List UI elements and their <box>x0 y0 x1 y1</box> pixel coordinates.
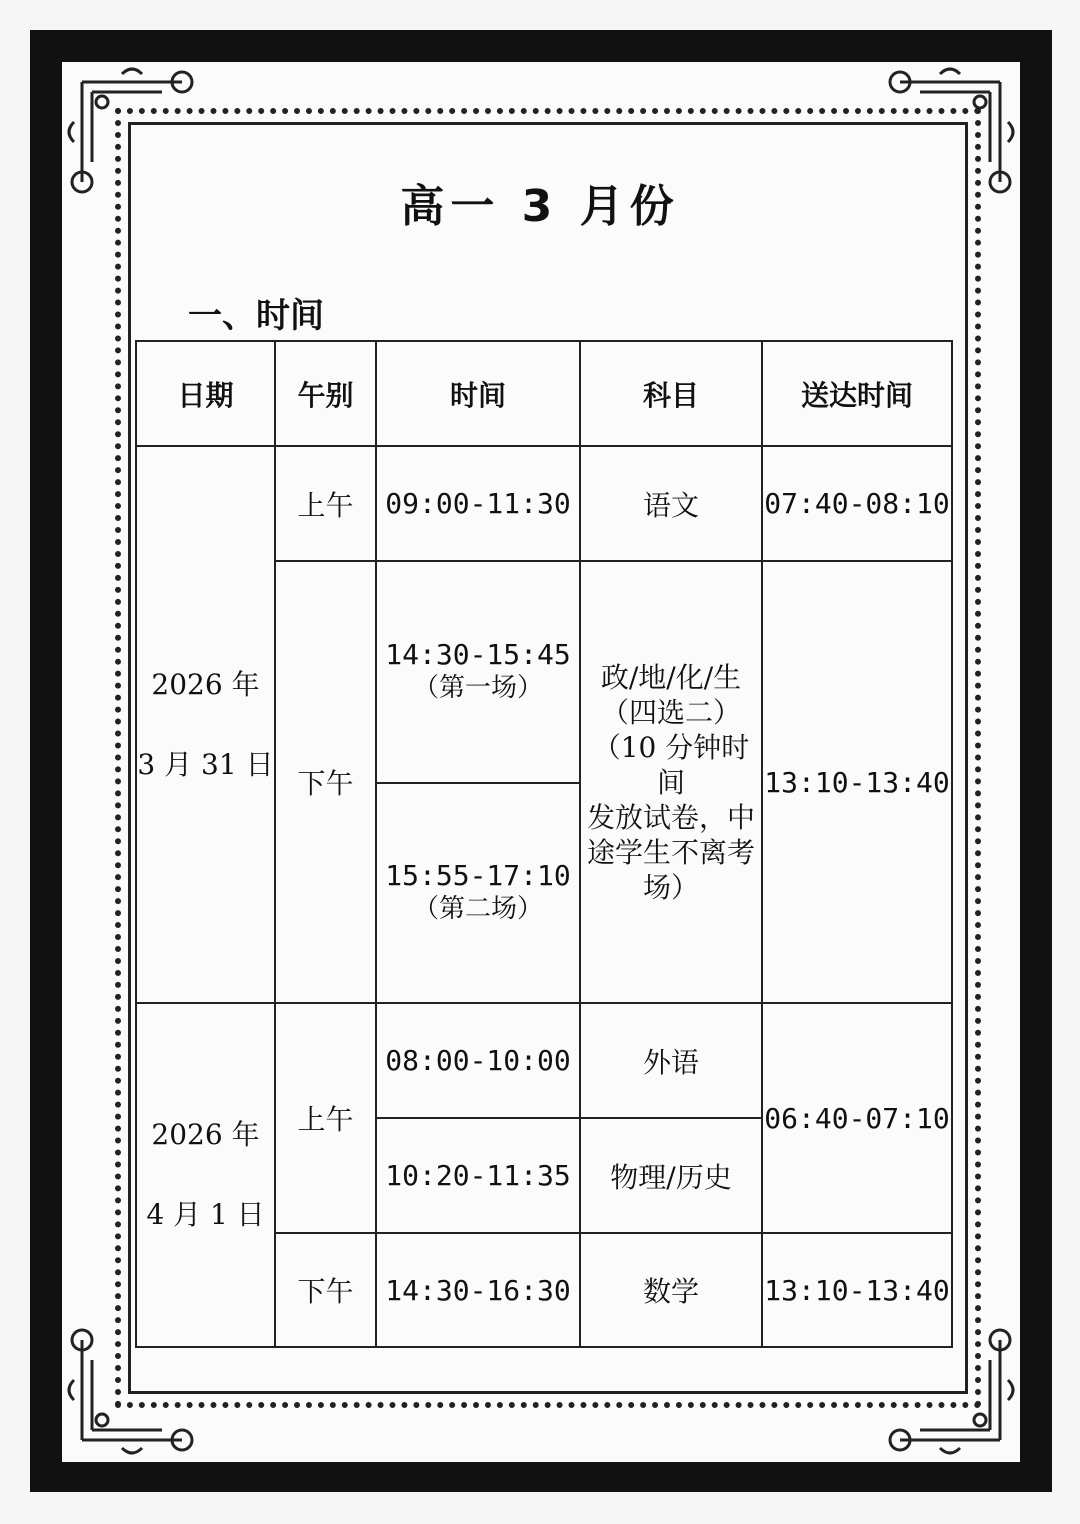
header-period: 午别 <box>275 341 376 446</box>
time-cell <box>376 561 580 783</box>
date-year: 2026 年 <box>151 1118 260 1151</box>
delivery-cell: 13:10-13:40 <box>762 1233 952 1347</box>
section-heading: 一、时间 <box>188 296 324 336</box>
session-note: （第一场） <box>412 673 543 703</box>
date-day: 3 月 31 日 <box>137 747 274 781</box>
subject-line: 场） <box>642 870 699 904</box>
period-cell: 下午 <box>275 561 376 1003</box>
time-range: 15:55-17:10 <box>385 859 571 892</box>
subject-cell: 数学 <box>580 1233 762 1347</box>
delivery-cell: 06:40-07:10 <box>762 1003 952 1233</box>
table-row <box>136 1003 952 1118</box>
delivery-cell: 13:10-13:40 <box>762 561 952 1003</box>
date-cell <box>136 1003 275 1347</box>
header-subject: 科目 <box>580 341 762 446</box>
subject-cell: 物理/历史 <box>580 1118 762 1233</box>
date-day: 4 月 1 日 <box>146 1198 265 1231</box>
time-cell: 10:20-11:35 <box>376 1118 580 1233</box>
time-cell: 14:30-16:30 <box>376 1233 580 1347</box>
subject-cell: 语文 <box>580 446 762 561</box>
subject-line: 途学生不离考 <box>586 835 755 869</box>
table-header-row <box>136 341 952 446</box>
session-note: （第二场） <box>412 894 543 924</box>
period-cell: 上午 <box>275 1003 376 1233</box>
subject-cell <box>580 561 762 1003</box>
time-range: 14:30-15:45 <box>385 638 571 671</box>
page-title: 高一 3 月份 <box>400 181 680 232</box>
header-delivery-time: 送达时间 <box>762 341 952 446</box>
subject-cell: 外语 <box>580 1003 762 1118</box>
time-cell <box>376 783 580 1003</box>
subject-line: 发放试卷，中 <box>586 800 755 834</box>
time-cell: 09:00-11:30 <box>376 446 580 561</box>
time-cell: 08:00-10:00 <box>376 1003 580 1118</box>
delivery-cell: 07:40-08:10 <box>762 446 952 561</box>
subject-line: 政/地/化/生 <box>600 660 742 694</box>
table-row <box>136 446 952 561</box>
date-cell <box>136 446 275 1003</box>
header-date: 日期 <box>136 341 275 446</box>
subject-line: （四选二） <box>600 695 741 729</box>
exam-schedule-table <box>135 340 953 1348</box>
date-year: 2026 年 <box>151 667 260 701</box>
subject-line: （10 分钟时间 <box>592 730 750 799</box>
period-cell: 下午 <box>275 1233 376 1347</box>
header-time: 时间 <box>376 341 580 446</box>
period-cell: 上午 <box>275 446 376 561</box>
